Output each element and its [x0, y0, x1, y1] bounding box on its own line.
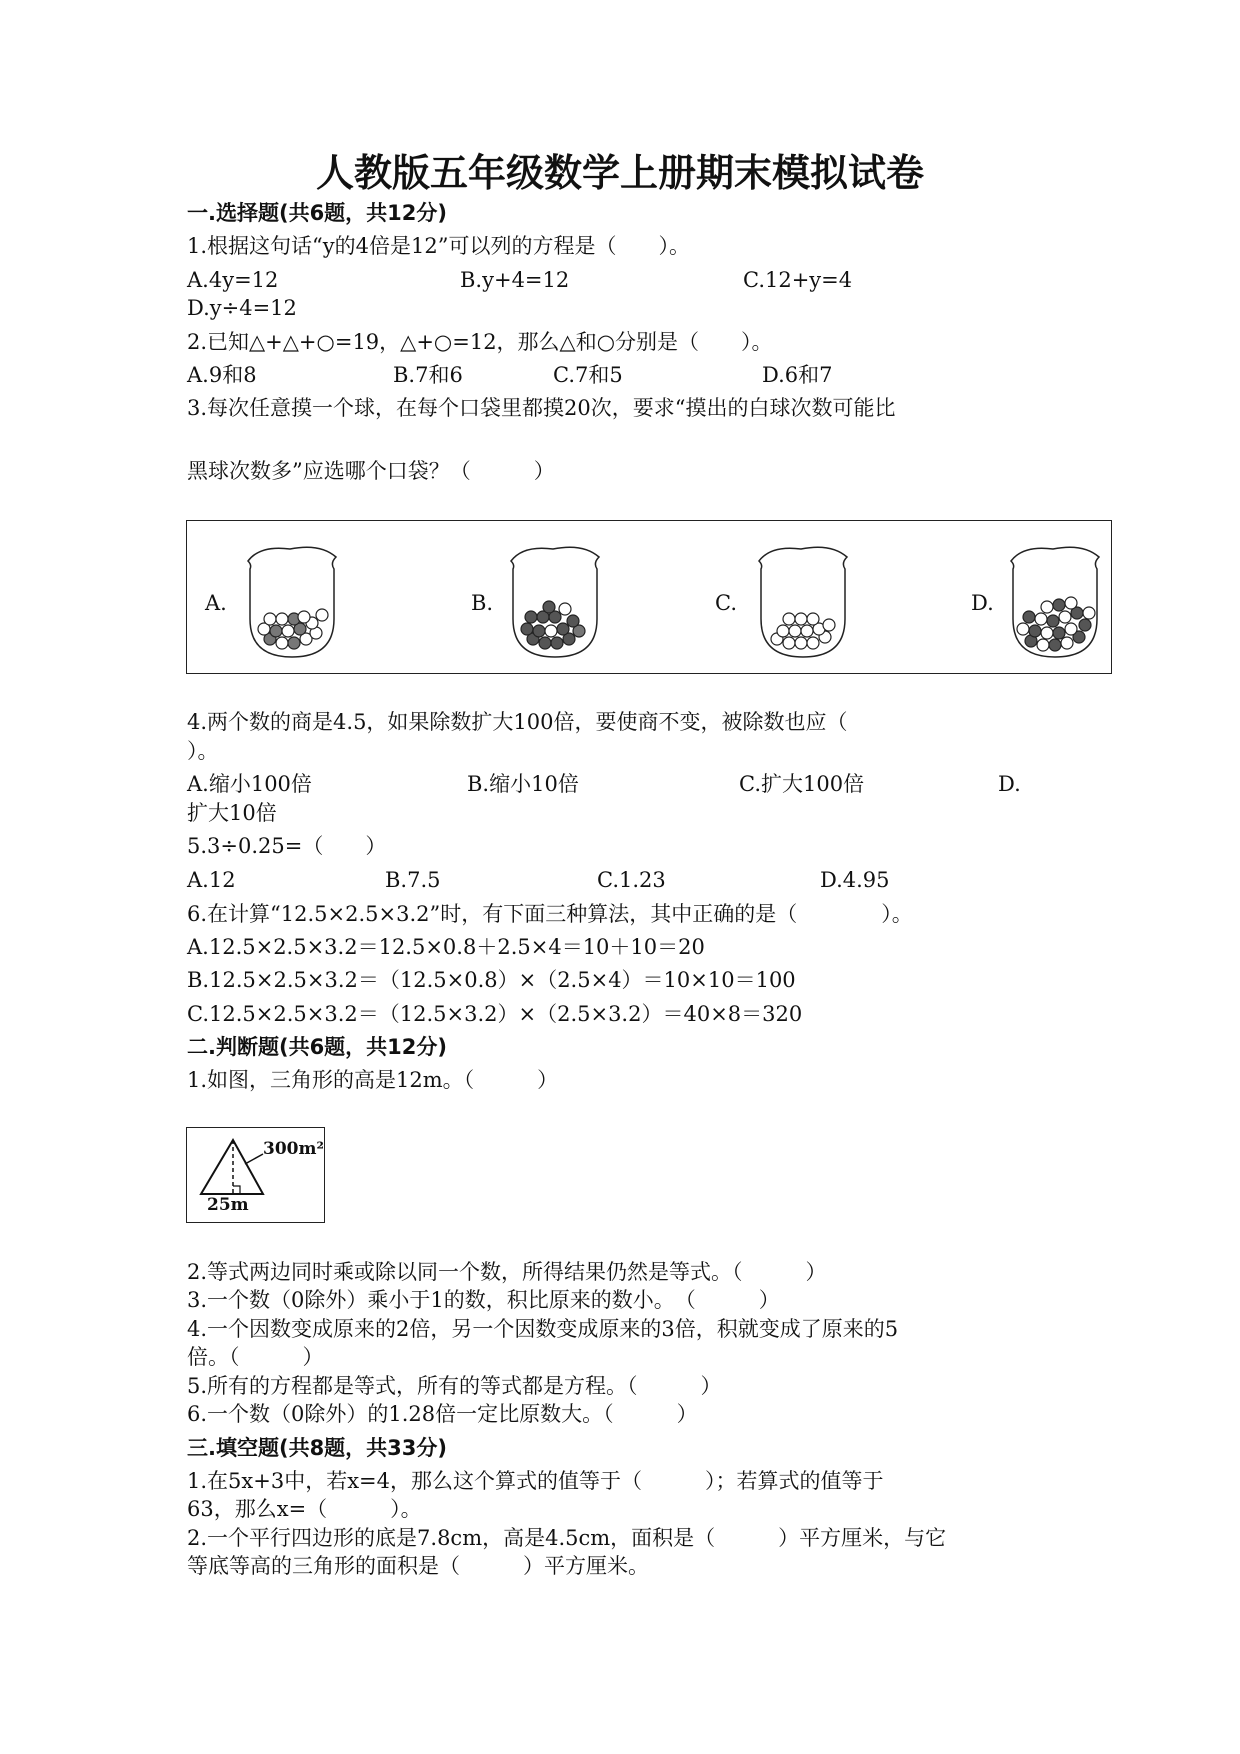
figure-base-label: 25m	[207, 1195, 249, 1215]
option-c: C.1.23	[597, 868, 666, 892]
option-d: D.y÷4=12	[187, 296, 297, 320]
question-stem: 5.所有的方程都是等式，所有的等式都是方程。（ ）	[187, 1374, 722, 1398]
bag-a-illustration	[242, 539, 342, 664]
question-stem: 1.根据这句话“y的4倍是12”可以列的方程是（ ）。	[187, 234, 690, 258]
figure-area-label: 300m²	[263, 1139, 324, 1159]
question-stem: 2.一个平行四边形的底是7.8cm，高是4.5cm，面积是（ ）平方厘米，与它	[187, 1526, 947, 1550]
bags-figure	[186, 520, 1112, 674]
option-d-text: 扩大10倍	[187, 801, 277, 825]
question-stem-continued: 黑球次数多”应选哪个口袋？（ ）	[187, 459, 555, 483]
bag-label-a: A.	[205, 591, 227, 615]
option-b: B.y+4=12	[460, 268, 570, 292]
option-c: C.12.5×2.5×3.2＝（12.5×3.2）×（2.5×3.2）＝40×8＝320	[187, 1002, 803, 1026]
question-stem-continued: 63，那么x=（ ）。	[187, 1497, 422, 1521]
option-c: C.扩大100倍	[739, 772, 865, 796]
section-heading-judgement: 二.判断题(共6题，共12分)	[187, 1035, 448, 1059]
question-stem: 2.等式两边同时乘或除以同一个数，所得结果仍然是等式。（ ）	[187, 1260, 827, 1284]
option-a: A.9和8	[187, 363, 257, 387]
option-d: D.6和7	[762, 363, 833, 387]
option-d-prefix: D.	[998, 772, 1021, 796]
option-b: B.7.5	[385, 868, 441, 892]
option-b: B.缩小10倍	[467, 772, 579, 796]
section-heading-fill-in: 三.填空题(共8题，共33分)	[187, 1436, 448, 1460]
question-stem-continued: 倍。（ ）	[187, 1345, 324, 1369]
option-b: B.12.5×2.5×3.2＝（12.5×0.8）×（2.5×4）＝10×10＝100	[187, 968, 796, 992]
option-a: A.4y=12	[187, 268, 279, 292]
question-stem: 6.一个数（0除外）的1.28倍一定比原数大。（ ）	[187, 1402, 698, 1426]
question-stem: 5.3÷0.25=（ ）	[187, 834, 387, 858]
question-stem: 3.每次任意摸一个球，在每个口袋里都摸20次，要求“摸出的白球次数可能比	[187, 396, 896, 420]
bag-label-d: D.	[971, 591, 994, 615]
triangle-figure	[186, 1127, 325, 1223]
option-d: D.4.95	[820, 868, 890, 892]
question-stem: 4.一个因数变成原来的2倍，另一个因数变成原来的3倍，积就变成了原来的5	[187, 1317, 899, 1341]
bag-d-illustration	[1005, 539, 1105, 664]
question-stem: 2.已知△+△+○=19，△+○=12，那么△和○分别是（ ）。	[187, 330, 773, 354]
option-c: C.7和5	[553, 363, 623, 387]
question-stem: 3.一个数（0除外）乘小于1的数，积比原来的数小。 （ ）	[187, 1288, 780, 1312]
option-c: C.12+y=4	[743, 268, 853, 292]
option-b: B.7和6	[393, 363, 463, 387]
question-stem-continued: ）。	[187, 739, 219, 763]
question-stem: 6.在计算“12.5×2.5×3.2”时，有下面三种算法，其中正确的是（ ）。	[187, 902, 913, 926]
question-stem: 4.两个数的商是4.5，如果除数扩大100倍，要使商不变，被除数也应（	[187, 710, 848, 734]
question-stem: 1.在5x+3中，若x=4，那么这个算式的值等于（ ）；若算式的值等于	[187, 1469, 884, 1493]
page-title: 人教版五年级数学上册期末模拟试卷	[315, 150, 924, 195]
option-a: A.缩小100倍	[187, 772, 312, 796]
option-a: A.12	[187, 868, 236, 892]
bag-c-illustration	[753, 539, 853, 664]
question-stem: 1.如图，三角形的高是12m。（ ）	[187, 1068, 559, 1092]
bag-label-b: B.	[471, 591, 494, 615]
question-stem-continued: 等底等高的三角形的面积是（ ）平方厘米。	[187, 1554, 649, 1578]
bag-label-c: C.	[715, 591, 737, 615]
bag-b-illustration	[505, 539, 605, 664]
option-a: A.12.5×2.5×3.2＝12.5×0.8＋2.5×4＝10＋10＝20	[187, 935, 705, 959]
section-heading-choice: 一.选择题(共6题，共12分)	[187, 201, 448, 225]
